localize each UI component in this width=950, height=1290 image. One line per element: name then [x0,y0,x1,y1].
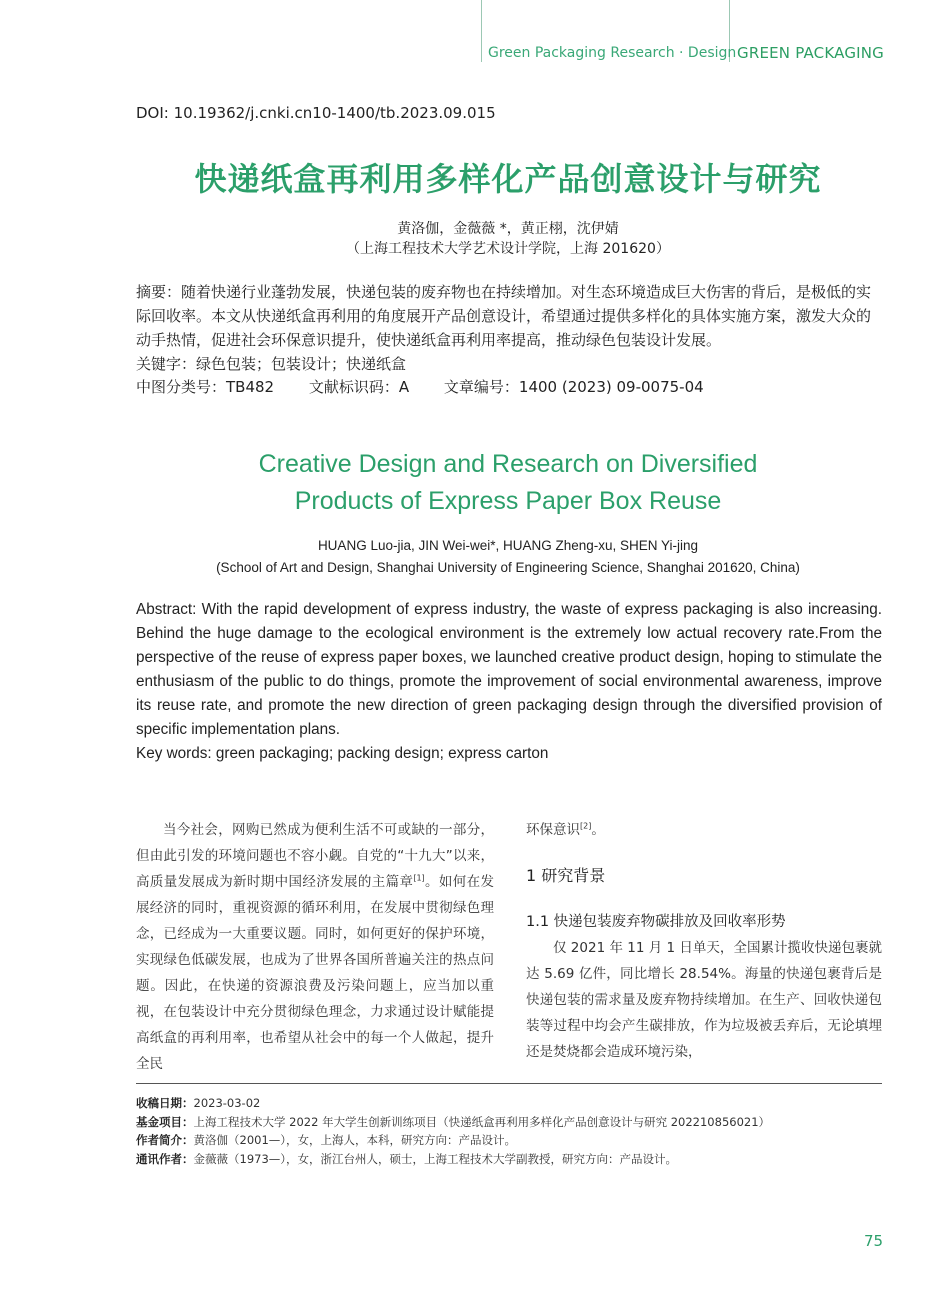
footnote-corresponding-author: 通讯作者：金薇薇（1973—），女，浙江台州人，硕士，上海工程技术大学副教授，研究方向：产品设计。 [136,1151,678,1166]
body-text: 当今社会，网购已然成为便利生活不可或缺的一部分，但由此引发的环境问题也不容小觑。自党的“十九大”以来，高质量发展成为新时期中国经济发展的主篇章 [136,822,494,890]
subsection-heading: 1.1 快递包装废弃物碳排放及回收率形势 [526,914,786,930]
document-code: 文献标识码：A [308,378,410,396]
reference-marker[interactable]: [1] [413,873,425,883]
title-english-line-1: Creative Design and Research on Diversified [258,450,758,478]
authors-english: HUANG Luo-jia, JIN Wei-wei*, HUANG Zheng-xu, SHEN Yi-jing [317,538,699,553]
abstract-english: Abstract: With the rapid development of express industry, the waste of express packaging is also increasing. Behind the huge damage to the ecological environment is the extremely low actual recovery rate.From the perspective of the reuse of express paper boxes, we launched creative product design, hoping to stimulate the enthusiasm of the public to do things, promote the improvement of social environmental awareness, improve its reuse rate, and promote the new direction of green packaging design through the diversified provision of specific implementation plans. [136,601,882,738]
footnote-received: 收稿日期：2023-03-02 [136,1096,261,1110]
header-divider-left [481,0,482,62]
keywords-english: Key words: green packaging; packing design; express carton [136,745,549,762]
abstract-english-block [136,598,882,766]
affiliation-english: (School of Art and Design, Shanghai University of Engineering Science, Shanghai 201620, China) [216,560,800,575]
authors-chinese: 黄洛伽，金薇薇 *，黄正栩，沈伊婧 [397,221,619,237]
body-text: 。如何在发展经济的同时，重视资源的循环利用，在发展中贯彻绿色理念，已经成为一大重要议题。同时，如何更好的保护环境，实现绿色低碳发展，也成为了世界各国所普遍关注的热点问题。因此，在快递的资源浪费及污染问题上，应当加以重视，在包装设计中充分贯彻绿色理念，力求通过设计赋能提高纸盒的再利用率，也希望从社会中的每一个人做起，提升全民 [136,874,495,1072]
abstract-chinese: 摘要：随着快递行业蓬勃发展，快递包装的废弃物也在持续增加。对生态环境造成巨大伤害的背后，是极低的实际回收率。本文从快递纸盒再利用的角度展开产品创意设计，希望通过提供多样化的具体实施方案，激发大众的动手热情，促进社会环保意识提升，使快递纸盒再利用率提高，推动绿色包装设计发展。 [136,283,872,349]
body-text: 。 [591,822,605,838]
footnotes [136,1094,882,1168]
section-heading: 1 研究背景 [526,866,606,885]
footnote-fund: 基金项目：上海工程技术大学 2022 年大学生创新训练项目（快递纸盒再利用多样化产品创意设计与研究 202210856021） [136,1114,771,1129]
abstract-chinese-block [136,280,884,376]
body-text: 环保意识 [526,822,580,838]
classification-line [136,376,734,397]
body-paragraph [526,817,882,843]
journal-name: GREEN PACKAGING [737,44,885,62]
title-chinese: 快递纸盒再利用多样化产品创意设计与研究 [194,160,822,198]
body-column-left [136,817,494,1077]
journal-section-label: Green Packaging Research · Design [488,45,737,61]
affiliation-chinese: （上海工程技术大学艺术设计学院，上海 201620） [346,241,670,257]
body-paragraph [136,817,494,1077]
article-number: 文章编号：1400 (2023) 09-0075-04 [443,378,704,396]
doi: DOI: 10.19362/j.cnki.cn10-1400/tb.2023.09.015 [136,104,496,122]
title-english [0,446,950,520]
body-column-right [526,817,882,1065]
footnote-divider [136,1083,882,1084]
title-english-line-2: Products of Express Paper Box Reuse [294,487,722,515]
body-paragraph: 仅 2021 年 11 月 1 日单天，全国累计揽收快递包裹就达 5.69 亿件，同比增长 28.54%。海量的快递包裹背后是快递包装的需求量及废弃物持续增加。在生产、回收快递包装等过程中均会产生碳排放，作为垃圾被丢弃后，无论填埋还是焚烧都会造成环境污染， [526,940,882,1060]
footnote-author: 作者简介：黄洛伽（2001—），女，上海人，本科，研究方向：产品设计。 [136,1133,517,1147]
clc-number: 中图分类号：TB482 [136,378,275,396]
keywords-chinese: 关键字：绿色包装；包装设计；快递纸盒 [136,355,407,373]
reference-marker[interactable]: [2] [580,821,592,831]
page-number: 75 [864,1232,884,1250]
